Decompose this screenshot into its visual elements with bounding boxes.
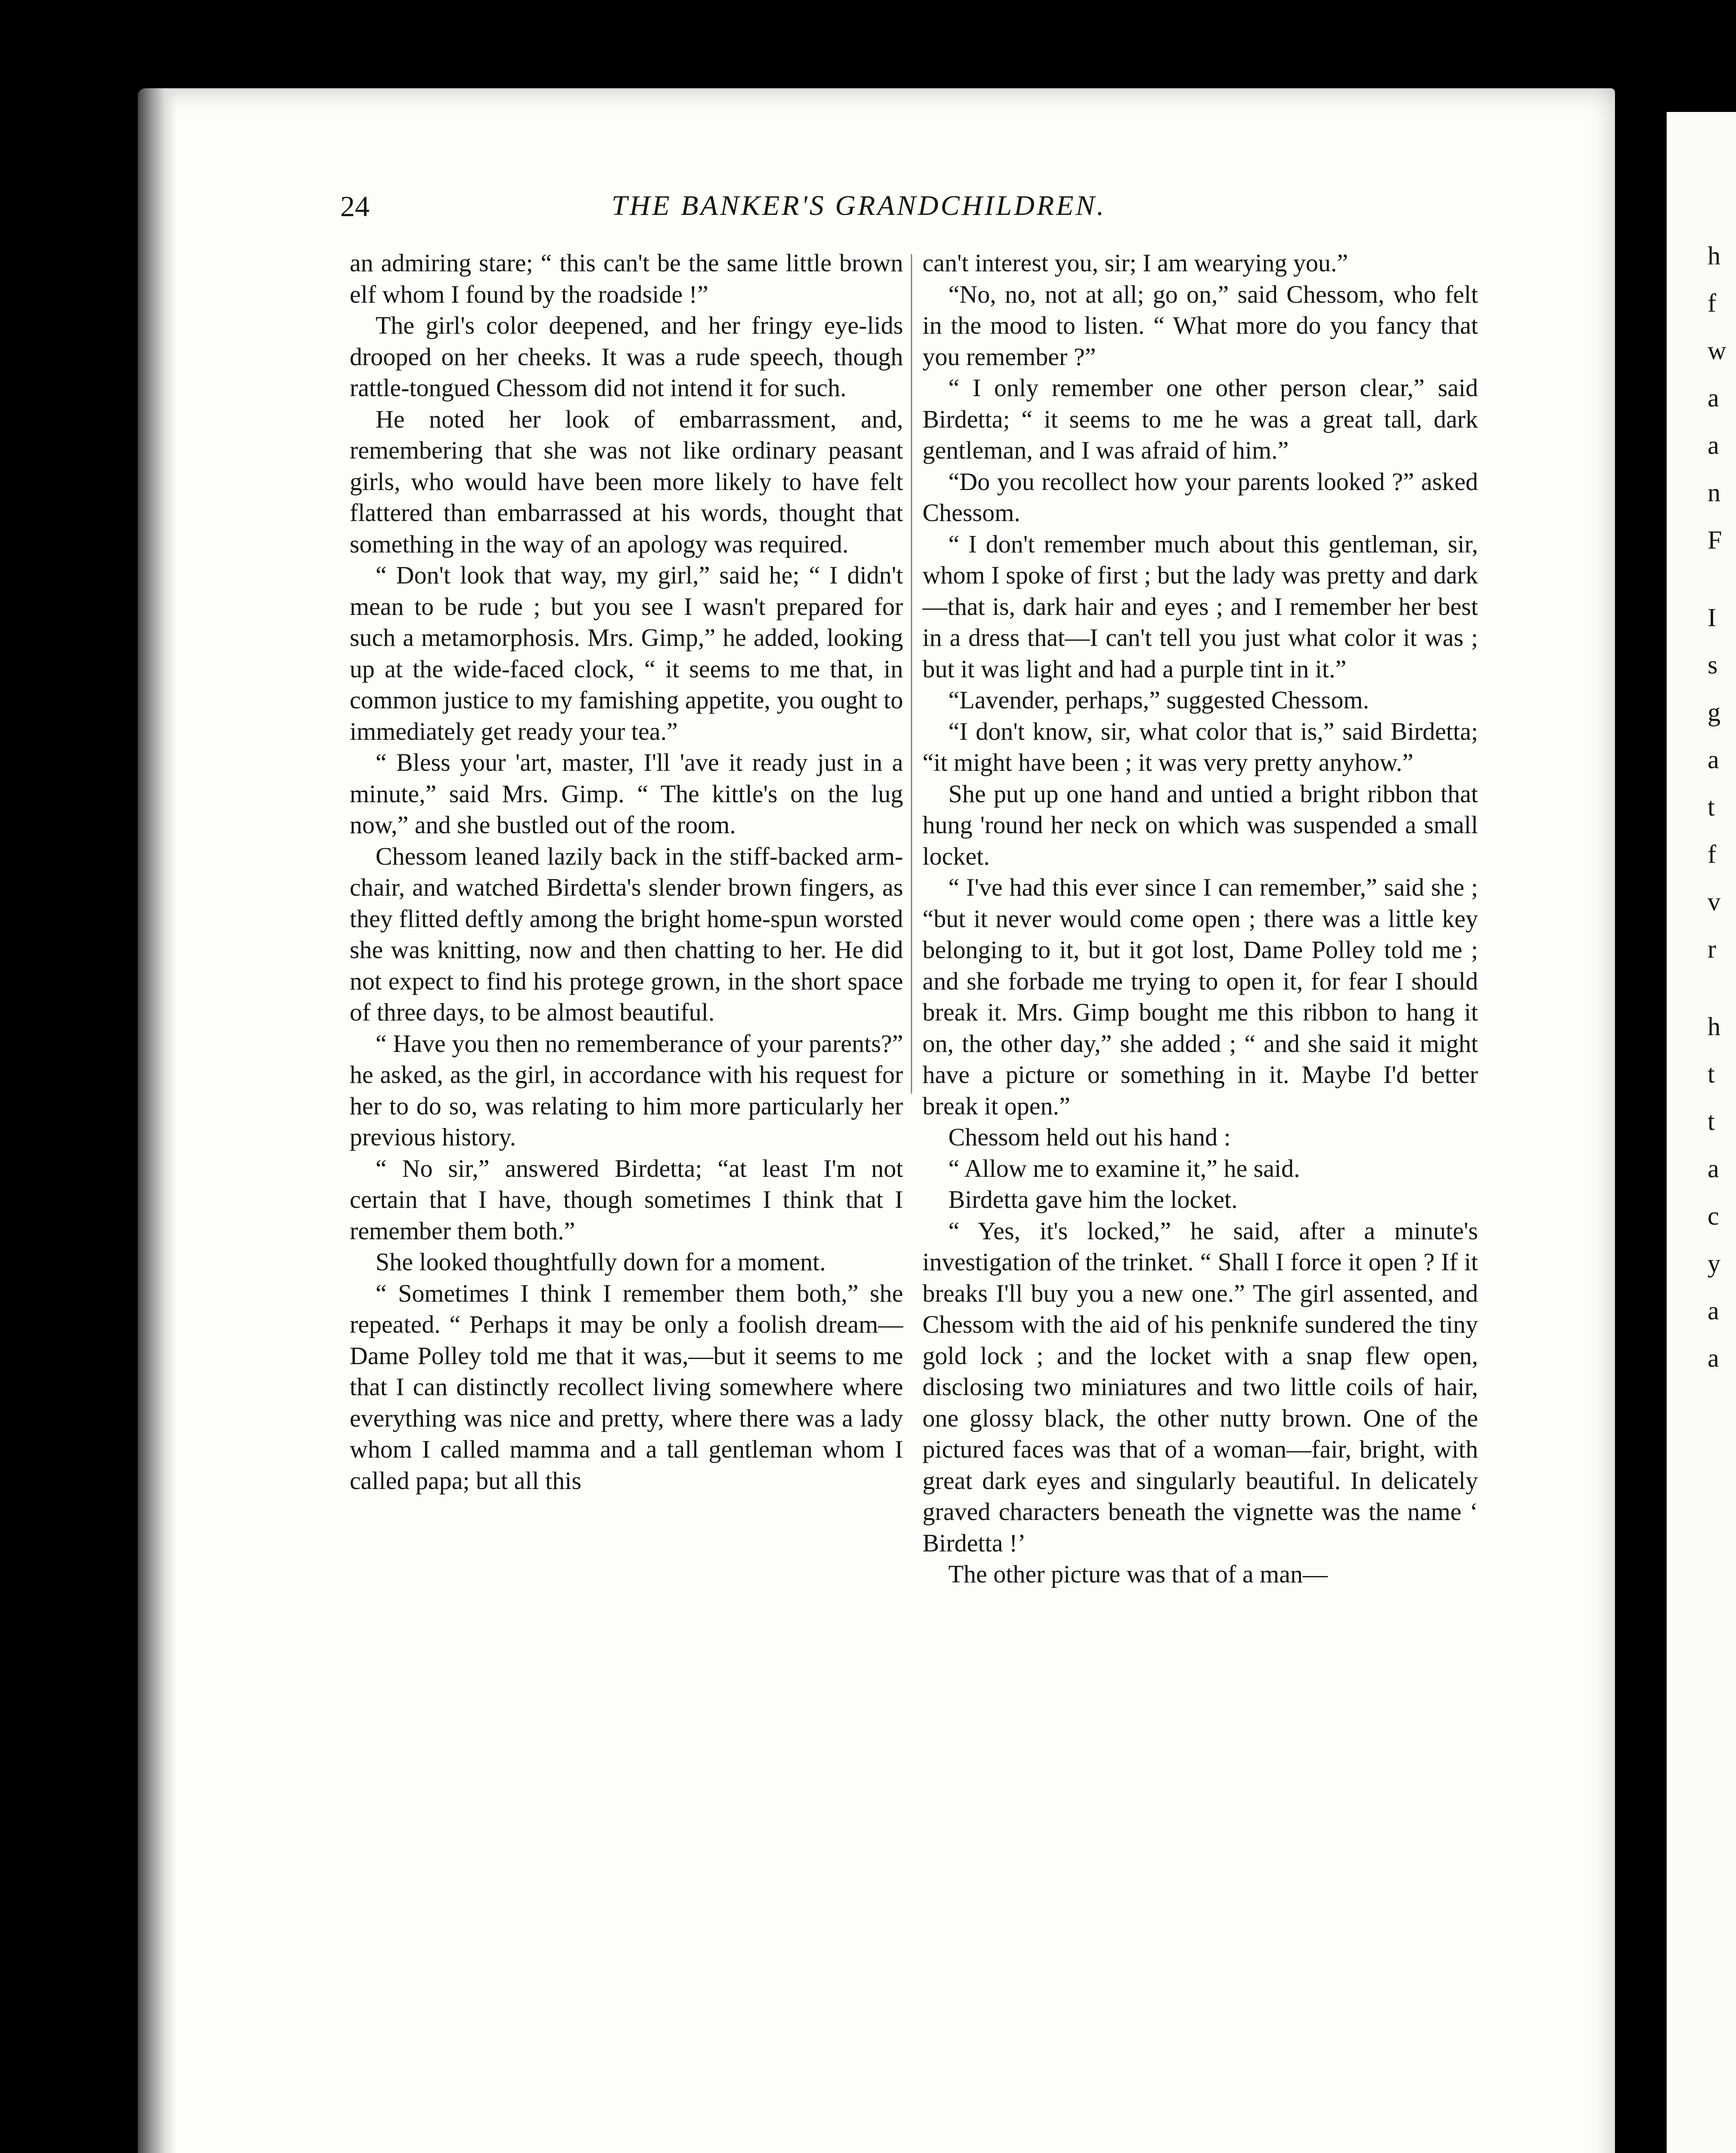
paragraph: “Lavender, perhaps,” suggested Chessom.: [948, 686, 1369, 714]
paragraph: “ Bless your 'art, master, I'll 'ave it ready just in a minute,” said Mrs. Gimp. “ The kittle's on the lug now,” and she bustled out of the room.: [350, 748, 903, 839]
adjacent-page-letter: s: [1708, 651, 1718, 679]
paragraph: “I don't know, sir, what color that is,” said Birdetta; “it might have been ; it was very pretty anyhow.”: [922, 717, 1478, 776]
adjacent-page-letter: t: [1708, 1060, 1715, 1088]
adjacent-page-letter: a: [1708, 384, 1719, 412]
paragraph: Chessom leaned lazily back in the stiff-backed arm-chair, and watched Birdetta's slender brown fingers, as they flitted deftly among the bright home-spun worsted she was knitting, now and then chatting to her. He did not expect to find his protege grown, in the short space of three days, to be almost beautiful.: [350, 842, 903, 1026]
paragraph: The girl's color deepened, and her fringy eye-lids drooped on her cheeks. It was a rude speech, though rattle-tongued Chessom did not intend it for such.: [350, 311, 903, 402]
adjacent-page-letter: c: [1708, 1202, 1719, 1230]
paragraph: “ Sometimes I think I remember them both,” she repeated. “ Perhaps it may be only a foolish dream—Dame Polley told me that it was,—but it seems to me that I can distinctly recollect living somewhere where everything was nice and pretty, where there was a lady whom I called mamma and a tall gentleman whom I called papa; but all this: [350, 1279, 903, 1495]
adjacent-page-letter: h: [1708, 1012, 1720, 1041]
paragraph: “ Yes, it's locked,” he said, after a minute's investigation of the trinket. “ Shall I force it open ? If it breaks I'll buy you a new one.” The girl assented, and Chessom with the aid of his penknife sundered the tiny gold lock ; and the locket with a snap flew open, disclosing two miniatures and two little coils of hair, one glossy black, the other nutty brown. One of the pictured faces was that of a woman—fair, bright, with great dark eyes and singularly beautiful. In delicately graved characters beneath the vignette was the name ‘ Birdetta !’: [922, 1216, 1478, 1557]
adjacent-page-letter: w: [1708, 336, 1727, 365]
adjacent-page-letter: f: [1708, 289, 1716, 317]
paragraph: Chessom held out his hand :: [948, 1123, 1231, 1151]
adjacent-page-fragment: [1667, 112, 1736, 2153]
adjacent-page-letter: I: [1708, 603, 1716, 632]
paragraph: She looked thoughtfully down for a moment.: [376, 1248, 826, 1276]
adjacent-page-letter: a: [1708, 431, 1719, 459]
paragraph: The other picture was that of a man—: [948, 1560, 1328, 1588]
adjacent-page-letter: r: [1708, 935, 1716, 963]
adjacent-page-letter: n: [1708, 478, 1720, 507]
left-text-column: [350, 248, 903, 1496]
page-binding-shadow: [138, 88, 177, 2153]
paragraph: “ Allow me to examine it,” he said.: [948, 1154, 1300, 1182]
adjacent-page-letter: h: [1708, 242, 1720, 270]
paragraph: “ I only remember one other person clear,” said Birdetta; “ it seems to me he was a great tall, dark gentleman, and I was afraid of him.”: [922, 374, 1478, 464]
page-number: 24: [340, 190, 370, 223]
adjacent-page-letter: v: [1708, 887, 1720, 916]
adjacent-page-letter: a: [1708, 1297, 1719, 1325]
adjacent-page-letter: y: [1708, 1249, 1720, 1278]
paragraph: “ I don't remember much about this gentleman, sir, whom I spoke of first ; but the lady was pretty and dark—that is, dark hair and eyes ; and I remember her best in a dress that—I can't tell you just what color it was ; but it was light and had a purple tint in it.”: [922, 530, 1478, 683]
column-divider: [911, 254, 912, 1094]
paragraph: “ I've had this ever since I can remember,” said she ; “but it never would come open ; there was a little key belonging to it, but it got lost, Dame Polley told me ; and she forbade me trying to open it, for fear I should break it. Mrs. Gimp bought me this ribbon to hang it on, the other day,” she added ; “ and she said it might have a picture or something in it. Maybe I'd better break it open.”: [922, 873, 1478, 1120]
right-text-column: [922, 248, 1478, 1590]
adjacent-page-letter: t: [1708, 1107, 1715, 1135]
paragraph: can't interest you, sir; I am wearying you.”: [922, 249, 1348, 277]
paragraph: “ Don't look that way, my girl,” said he; “ I didn't mean to be rude ; but you see I wasn't prepared for such a metamorphosis. Mrs. Gimp,” he added, looking up at the wide-faced clock, “ it seems to me that, in common justice to my famishing appetite, you ought to immediately get ready your tea.”: [350, 561, 903, 745]
adjacent-page-letter: a: [1708, 1154, 1719, 1183]
paragraph: “Do you recollect how your parents looked ?” asked Chessom.: [922, 467, 1478, 527]
adjacent-page-letter: t: [1708, 793, 1715, 821]
paragraph: “ No sir,” answered Birdetta; “at least I'm not certain that I have, though sometimes I think that I remember them both.”: [350, 1154, 903, 1245]
paragraph: “No, no, not at all; go on,” said Chessom, who felt in the mood to listen. “ What more do you fancy that you remember ?”: [922, 280, 1478, 371]
adjacent-page-letter: a: [1708, 745, 1719, 774]
adjacent-page-letter: f: [1708, 840, 1716, 869]
paragraph: Birdetta gave him the locket.: [948, 1185, 1238, 1213]
adjacent-page-letter: F: [1708, 526, 1722, 554]
adjacent-page-letter: a: [1708, 1344, 1719, 1372]
paragraph: “ Have you then no rememberance of your parents?” he asked, as the girl, in accordance with his request for her to do so, was relating to him more particularly her previous history.: [350, 1029, 903, 1151]
paragraph: He noted her look of embarrassment, and, remembering that she was not like ordinary peasant girls, who would have been more likely to have felt flattered than embarrassed at his words, thought that something in the way of an apology was required.: [350, 405, 903, 558]
running-title: THE BANKER'S GRANDCHILDREN.: [612, 190, 1106, 221]
paragraph: She put up one hand and untied a bright ribbon that hung 'round her neck on which was suspended a small locket.: [922, 779, 1478, 870]
paragraph: an admiring stare; “ this can't be the same little brown elf whom I found by the roadside !”: [350, 249, 903, 308]
adjacent-page-letter: g: [1708, 698, 1720, 726]
